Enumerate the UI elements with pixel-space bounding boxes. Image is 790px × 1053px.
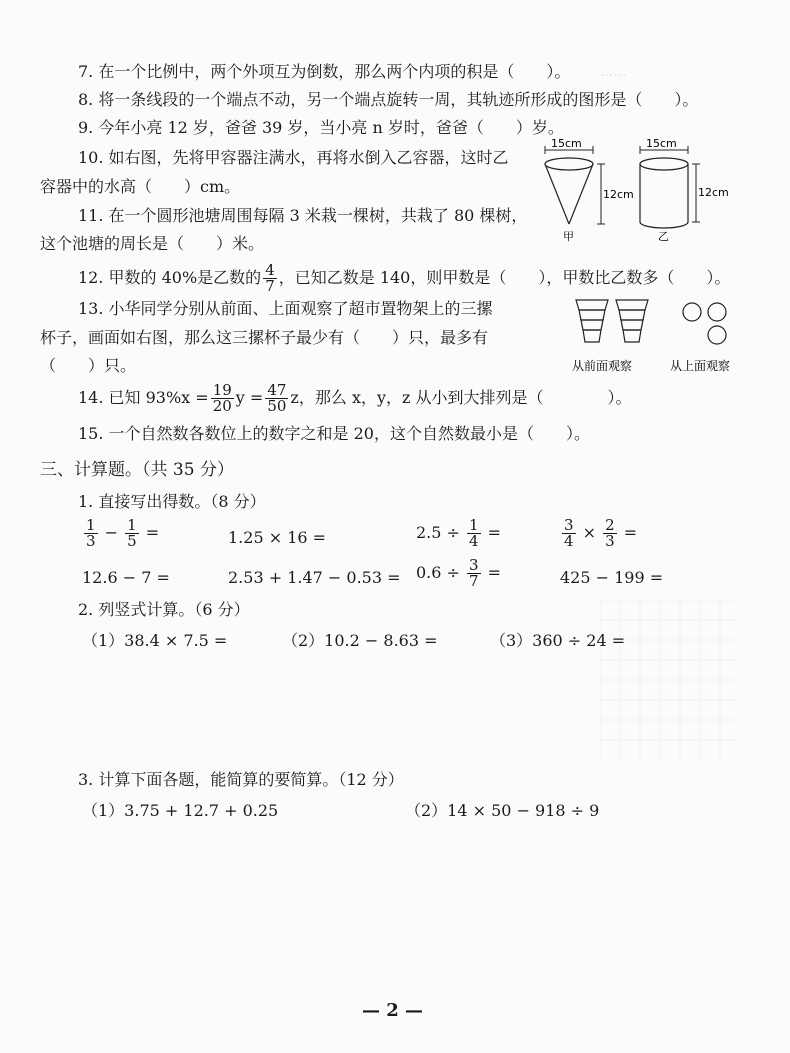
fraction — [562, 518, 576, 549]
cone-height-dimension: 12cm — [603, 188, 634, 201]
question-12 — [78, 260, 730, 296]
question-8: 8. 将一条线段的一个端点不动，另一个端点旋转一周，其轨迹所形成的图形是（ ）。 — [78, 90, 699, 109]
fraction-denominator: 7 — [469, 572, 479, 590]
part-1-title: 1. 直接写出得数。（8 分） — [78, 492, 266, 511]
top-view-cup — [683, 303, 701, 321]
question-12-suffix: ，已知乙数是 140，则甲数是（ ），甲数比乙数多（ ）。 — [278, 268, 731, 287]
question-13-line3: （ ）只。 — [40, 356, 137, 375]
cylinder-top — [640, 158, 688, 170]
question-13-line2: 杯子，画面如右图，那么这三摞杯子最少有（ ）只，最多有 — [40, 328, 489, 347]
top-view-cup — [708, 303, 726, 321]
question-14-middle: y = — [235, 388, 264, 407]
fraction-numerator: 1 — [86, 516, 96, 534]
cylinder-height-dimension: 12cm — [698, 186, 729, 199]
fraction-numerator: 4 — [265, 261, 275, 279]
section-3-title: 三、计算题。（共 35 分） — [40, 460, 234, 480]
fraction-numerator: 1 — [127, 516, 137, 534]
equals-sign: = — [623, 523, 638, 542]
top-view-label: 从上面观察 — [670, 359, 731, 373]
question-11-line2: 这个池塘的周长是（ ）米。 — [40, 234, 265, 253]
calc-2.5-div-1-4 — [416, 518, 501, 549]
top-view-cup — [708, 326, 726, 344]
vertical-calc-2: （2）10.2 − 8.63 = — [282, 631, 438, 650]
fraction-numerator: 47 — [267, 381, 287, 399]
part-2-title: 2. 列竖式计算。（6 分） — [78, 600, 250, 619]
fraction-denominator: 3 — [605, 532, 615, 550]
fraction-denominator: 5 — [127, 532, 137, 550]
equals-sign: = — [487, 523, 502, 542]
simplify-calc-1: （1）3.75 + 12.7 + 0.25 — [82, 801, 279, 820]
fraction-47-50 — [265, 383, 288, 414]
cup-stack-front-1 — [576, 300, 608, 342]
question-10-line1: 10. 如右图，先将甲容器注满水，再将水倒入乙容器，这时乙 — [78, 148, 509, 167]
calc-425-minus-199: 425 − 199 = — [560, 568, 664, 587]
fraction-denominator: 4 — [564, 532, 574, 550]
cone-rim — [545, 158, 593, 170]
containers-figure — [535, 136, 740, 246]
fraction-denominator: 7 — [265, 277, 275, 295]
cup-stack-front-2 — [616, 300, 648, 342]
question-14-suffix: z，那么 x，y，z 从小到大排列是（ ）。 — [290, 388, 632, 407]
calc-2.53-plus-1.47-minus-0.53: 2.53 + 1.47 − 0.53 = — [228, 568, 401, 587]
bleed-through-text: ······ — [600, 68, 627, 84]
fraction-numerator: 2 — [605, 516, 615, 534]
question-14-prefix: 14. 已知 93%x = — [78, 388, 209, 407]
fraction-numerator: 3 — [469, 556, 479, 574]
fraction-4-7 — [263, 263, 277, 294]
fraction-numerator: 19 — [212, 381, 232, 399]
question-12-prefix: 12. 甲数的 40%是乙数的 — [78, 268, 262, 287]
cone-top-dimension: 15cm — [551, 137, 582, 150]
cylinder-top-dimension: 15cm — [646, 137, 677, 150]
bleed-through-grid — [600, 600, 740, 760]
question-10-line2: 容器中的水高（ ）cm。 — [40, 177, 241, 196]
container-label-yi: 乙 — [658, 230, 669, 243]
vertical-calc-1: （1）38.4 × 7.5 = — [82, 631, 228, 650]
container-label-jia: 甲 — [563, 230, 574, 243]
fraction-numerator: 3 — [564, 516, 574, 534]
operator: × — [582, 523, 597, 542]
calc-1.25-times-16: 1.25 × 16 = — [228, 528, 327, 547]
expression-prefix: 0.6 ÷ — [416, 563, 460, 582]
fraction — [467, 518, 481, 549]
question-11-line1: 11. 在一个圆形池塘周围每隔 3 米栽一棵树，共栽了 80 棵树， — [78, 206, 528, 225]
question-13-line1: 13. 小华同学分别从前面、上面观察了超市置物架上的三摞 — [78, 299, 493, 318]
part-3-title: 3. 计算下面各题，能简算的要简算。（12 分） — [78, 770, 404, 789]
fraction — [84, 518, 98, 549]
fraction — [603, 518, 617, 549]
fraction-denominator: 3 — [86, 532, 96, 550]
question-14 — [78, 380, 632, 416]
fraction-denominator: 50 — [267, 397, 287, 415]
equals-sign: = — [145, 523, 160, 542]
simplify-calc-2: （2）14 × 50 − 918 ÷ 9 — [405, 801, 600, 820]
question-7: 7. 在一个比例中，两个外项互为倒数，那么两个内项的积是（ ）。 — [78, 62, 571, 81]
calc-12.6-minus-7: 12.6 − 7 = — [82, 568, 170, 587]
fraction-numerator: 1 — [469, 516, 479, 534]
calc-3-4-times-2-3 — [560, 518, 637, 549]
expression-prefix: 2.5 ÷ — [416, 523, 460, 542]
fraction-denominator: 20 — [212, 397, 232, 415]
front-view-label: 从前面观察 — [572, 359, 633, 373]
cups-figure — [568, 292, 758, 382]
fraction-19-20 — [211, 383, 234, 414]
operator: − — [104, 523, 119, 542]
fraction-denominator: 4 — [469, 532, 479, 550]
vertical-calc-3: （3）360 ÷ 24 = — [490, 631, 626, 650]
question-15: 15. 一个自然数各数位上的数字之和是 20，这个自然数最小是（ ）。 — [78, 424, 590, 443]
page-number: — 2 — — [362, 1000, 424, 1021]
question-9: 9. 今年小亮 12 岁，爸爸 39 岁，当小亮 n 岁时，爸爸（ ）岁。 — [78, 118, 564, 137]
fraction — [125, 518, 139, 549]
fraction — [467, 558, 481, 589]
calc-0.6-div-3-7 — [416, 558, 501, 589]
calc-1-3-minus-1-5 — [82, 518, 159, 549]
equals-sign: = — [487, 563, 502, 582]
